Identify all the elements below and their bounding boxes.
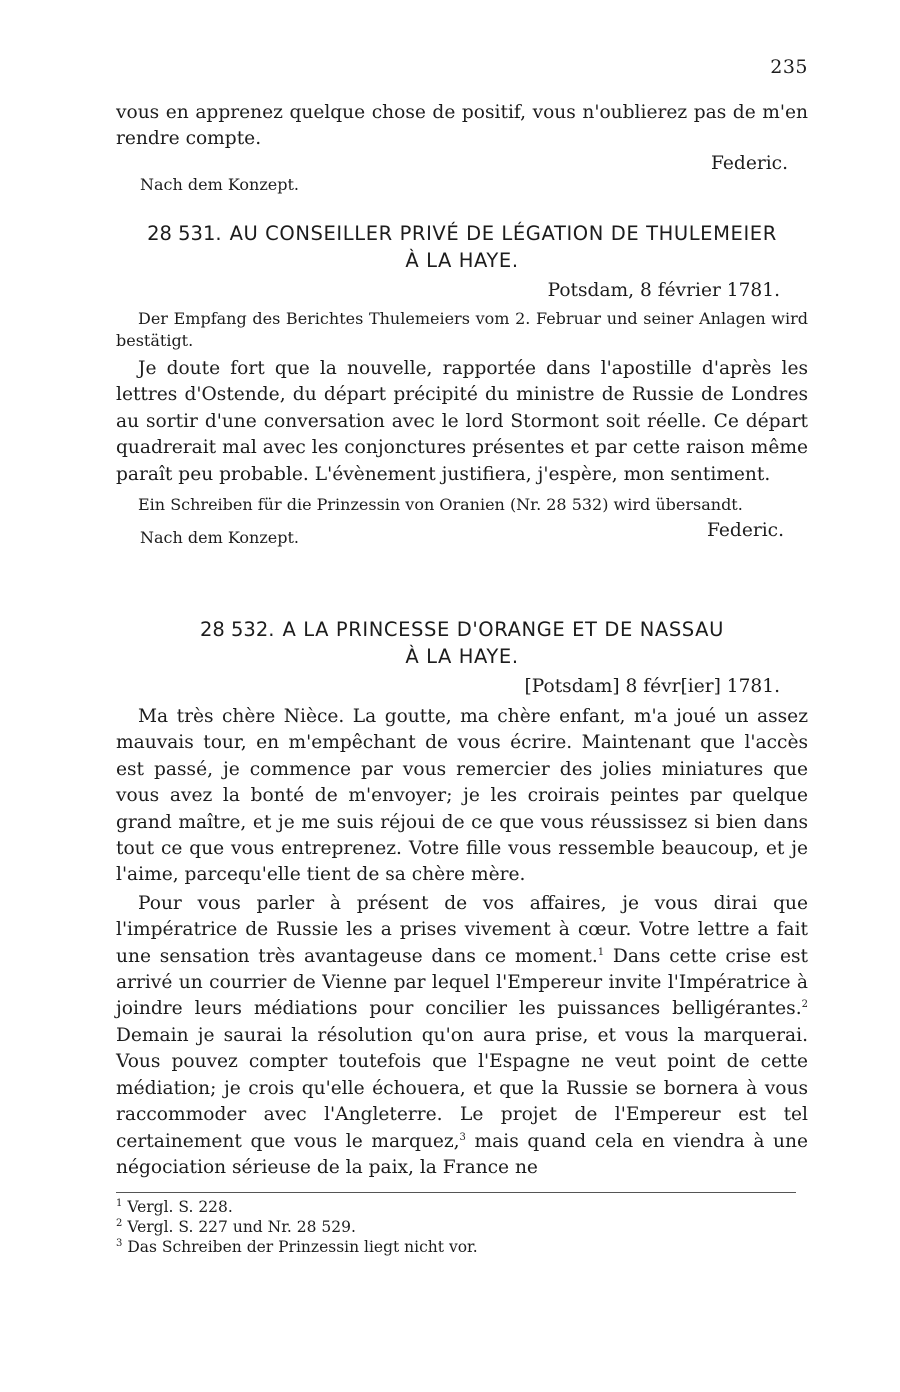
paragraph-text: Demain je saurai la résolution qu'on aura prise, et vous la marquerai. Vous pouvez compter toutefois que l'Espagne ne veut point de cette médiation; je crois qu'elle échouera, et que la Russie se bornera à vous raccommoder avec l'Angleterre. Le projet de l'Empereur est tel certainement que vous le marquez, xyxy=(116,1024,808,1152)
footnote-mark: 1 xyxy=(116,1197,123,1209)
footnote-ref-3: 3 xyxy=(459,1131,466,1143)
page-number: 235 xyxy=(770,56,808,78)
footnote-3 xyxy=(116,1237,808,1257)
letter-28531 xyxy=(116,220,808,550)
footnote-mark: 2 xyxy=(116,1217,123,1229)
intro-section xyxy=(116,100,808,199)
letter-signature: Federic. xyxy=(707,520,784,542)
footnote-divider xyxy=(116,1192,796,1193)
paragraph-text: mais quand cela en viendra à une négociation sérieuse de la paix, la France ne xyxy=(116,1130,808,1178)
letter-body: Je doute fort que la nouvelle, rapportée dans l'apostille d'après les lettres d'Ostende, du départ précipité du ministre de Russie de Londres au sortir d'une conversation avec le lord Stormont soit réelle. Ce départ quadrerait mal avec les conjonctures présentes et par cette raison même paraît peu probable. L'évènement justifiera, j'espère, mon sentiment. xyxy=(116,358,808,485)
letter-summary: Der Empfang des Berichtes Thulemeiers vom 2. Februar und seiner Anlagen wird bestätigt. xyxy=(116,309,808,350)
letter-heading xyxy=(116,220,808,247)
footnote-text: Das Schreiben der Prinzessin liegt nicht vor. xyxy=(127,1238,478,1256)
letter-source-note: Nach dem Konzept. xyxy=(140,528,299,548)
letter-paragraph-1: Ma très chère Nièce. La goutte, ma chère enfant, m'a joué un assez mauvais tour, en m'empêchant de vous écrire. Maintenant que l'accès est passé, je commence par vous remercier des jolies miniatures que vous avez la bonté de m'envoyer; je les croirais peintes par quelque grand maître, et je me suis réjoui de ce que vous réussissez si bien dans tout ce que vous entreprenez. Votre fille vous ressemble beaucoup, et je l'aime, parcequ'elle tient de sa chère mère. xyxy=(116,706,808,886)
intro-signature: Federic. xyxy=(711,152,788,174)
footnote-mark: 3 xyxy=(116,1237,123,1249)
letter-heading-line2: À LA HAYE. xyxy=(405,249,519,272)
letter-28532 xyxy=(116,616,808,1181)
footnote-text: Vergl. S. 228. xyxy=(127,1198,233,1216)
letter-heading-line2: À LA HAYE. xyxy=(405,645,519,668)
footnote-1 xyxy=(116,1197,808,1217)
letter-number: 28 531. xyxy=(147,222,222,245)
paragraph-text: Dans cette crise est arrivé un courrier de Vienne par lequel l'Empereur invite l'Impératrice à joindre leurs médiations pour concilier les puissances belligérantes. xyxy=(116,945,808,1020)
letter-heading xyxy=(116,616,808,643)
footnotes xyxy=(116,1192,808,1257)
intro-text: vous en apprenez quelque chose de positif, vous n'oublierez pas de m'en rendre compte. xyxy=(116,102,808,150)
letter-enclosure-note: Ein Schreiben für die Prinzessin von Oranien (Nr. 28 532) wird übersandt. xyxy=(138,495,743,515)
footnote-ref-2: 2 xyxy=(801,999,808,1011)
letter-dateline: Potsdam, 8 février 1781. xyxy=(547,280,780,301)
letter-heading-line1: AU CONSEILLER PRIVÉ DE LÉGATION DE THULEMEIER xyxy=(229,222,777,245)
intro-source-note: Nach dem Konzept. xyxy=(140,174,299,194)
footnote-text: Vergl. S. 227 und Nr. 28 529. xyxy=(127,1218,356,1236)
letter-dateline: [Potsdam] 8 févr[ier] 1781. xyxy=(524,676,780,697)
footnote-ref-1: 1 xyxy=(597,946,605,958)
paragraph-text: Pour vous parler à présent de vos affaires, je vous dirai que l'impératrice de Russie les a prises vivement à cœur. Votre lettre a fait une sensation très avantageuse dans ce moment. xyxy=(116,892,808,967)
letter-paragraph-2 xyxy=(116,891,808,1181)
letter-number: 28 532. xyxy=(200,618,275,641)
letter-heading-line1: A LA PRINCESSE D'ORANGE ET DE NASSAU xyxy=(282,618,724,641)
footnote-2 xyxy=(116,1217,808,1237)
